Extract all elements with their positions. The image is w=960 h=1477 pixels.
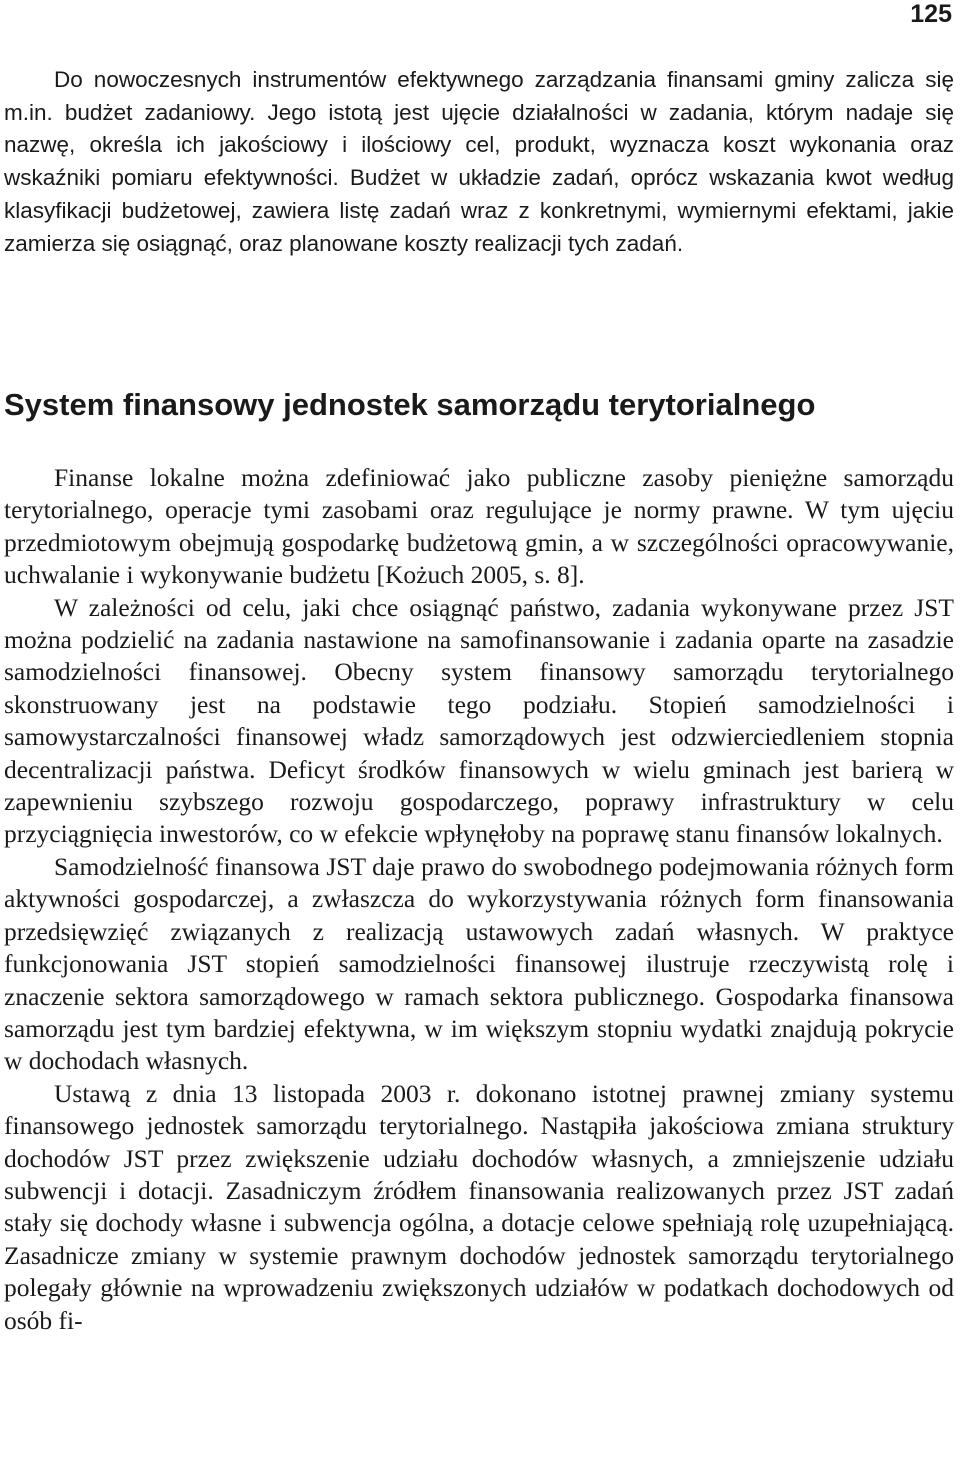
intro-text (4, 64, 954, 260)
page-number: 125 (910, 0, 952, 28)
body-paragraph-1: Finanse lokalne można zdefiniować jako publiczne zasoby pieniężne samorządu terytorialnego, operacje tymi zasobami oraz regulujące je normy prawne. W tym ujęciu przedmiotowym obejmują gospodarkę budżetową gmin, a w szczególności opracowywanie, uchwalanie i wykonywanie budżetu [Kożuch 2005, s. 8]. (4, 463, 954, 590)
section-heading: System finansowy jednostek samorządu terytorialnego (4, 387, 816, 422)
section-body (4, 462, 954, 1337)
intro-paragraph-1: Do nowoczesnych instrumentów efektywnego zarządzania finansami gminy zalicza się m.in. budżet zadaniowy. Jego istotą jest ujęcie działalności w zadania, którym nadaje się nazwę, określa ich jakościowy i ilościowy cel, produkt, wyznacza koszt wykonania oraz wskaźniki pomiaru efektywności. Budżet w układzie zadań, oprócz wskazania kwot według klasyfikacji budżetowej, zawiera listę zadań wraz z konkretnymi, wymiernymi efektami, jakie zamierza się osiągnąć, oraz planowane koszty realizacji tych zadań. (4, 67, 954, 256)
body-paragraph-4: Ustawą z dnia 13 listopada 2003 r. dokonano istotnej prawnej zmiany systemu finansowego jednostek samorządu terytorialnego. Nastąpiła jakościowa zmiana struktury dochodów JST przez zwiększenie udziału dochodów własnych, a zmniejszenie udziału subwencji i dotacji. Zasadniczym źródłem finansowania realizowanych przez JST zadań stały się dochody własne i subwencja ogólna, a dotacje celowe spełniają rolę uzupełniającą. Zasadnicze zmiany w systemie prawnym dochodów jednostek samorządu terytorialnego polegały głównie na wprowadzeniu zwiększonych udziałów w podatkach dochodowych od osób fi- (4, 1078, 954, 1335)
body-paragraph-3: Samodzielność finansowa JST daje prawo do swobodnego podejmowania różnych form aktywności gospodarczej, a zwłaszcza do wykorzystywania różnych form finansowania przedsięwzięć związanych z realizacją ustawowych zadań własnych. W praktyce funkcjonowania JST stopień samodzielności finansowej ilustruje rzeczywistą rolę i znaczenie sektora samorządowego w ramach sektora publicznego. Gospodarka finansowa samorządu jest tym bardziej efektywna, w im większym stopniu wydatki znajdują pokrycie w dochodach własnych. (4, 851, 954, 1076)
body-paragraph-2: W zależności od celu, jaki chce osiągnąć państwo, zadania wykonywane przez JST można podzielić na zadania nastawione na samofinansowanie i zadania oparte na zasadzie samodzielności finansowej. Obecny system finansowy samorządu terytorialnego skonstruowany jest na podstawie tego podziału. Stopień samodzielności i samowystarczalności finansowej władz samorządowych jest odzwierciedleniem stopnia decentralizacji państwa. Deficyt środków finansowych w wielu gminach jest barierą w zapewnieniu szybszego rozwoju gospodarczego, poprawy infrastruktury w celu przyciągnięcia inwestorów, co w efekcie wpłynęłoby na poprawę stanu finansów lokalnych. (4, 592, 954, 849)
